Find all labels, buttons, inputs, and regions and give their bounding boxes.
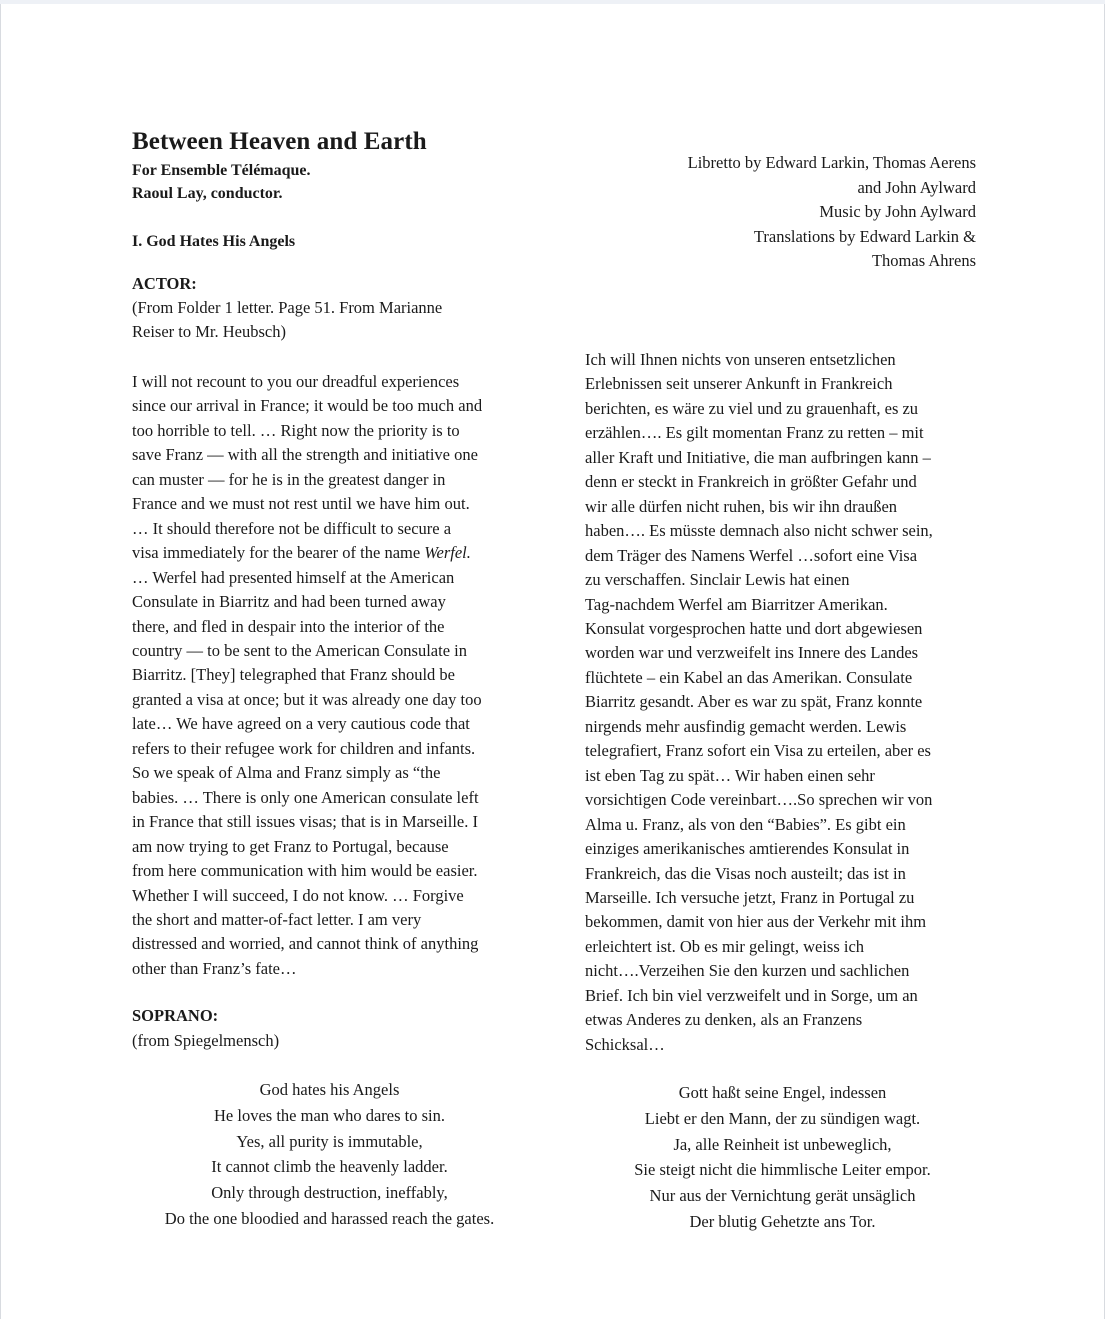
- credit-line: and John Aylward: [857, 177, 976, 197]
- credit-line: Music by John Aylward: [819, 202, 976, 222]
- conductor-line: Raoul Lay, conductor.: [132, 185, 283, 202]
- ensemble-line: For Ensemble Télémaque.: [132, 162, 311, 179]
- werfel-name: Werfel.: [424, 543, 471, 563]
- soprano-label: SOPRANO:: [132, 1006, 219, 1025]
- visa-name-line: visa immediately for the bearer of the name Werfel.: [132, 543, 471, 563]
- actor-source: (From Folder 1 letter. Page 51. From Marianne Reiser to Mr. Heubsch): [132, 298, 443, 342]
- credit-line: Translations by Edward Larkin &: [753, 226, 976, 246]
- credit-line: Libretto by Edward Larkin, Thomas Aerens: [687, 153, 976, 172]
- page-title: Between Heaven and Earth: [132, 128, 427, 155]
- german-letter: Ich will Ihnen nichts von unseren entsetzlichen Erlebnissen seit unserer Ankunft in Frankreich berichten, es wäre zu viel und zu grauenhaft, es zu erzählen…. Es gilt momentan Franz zu retten – mit aller Kraft und Initiative, die man aufbringen kann – denn er steckt in Frankreich in größter Gefahr und wir alle dürfen nicht ruhen, bis wir ihn draußen haben…. Es müsste demnach also nicht schwer sein, dem Träger des Namens Werfel …sofort eine Visa zu verschaffen. Sinclair Lewis hat einen Tag-nachdem Werfel am Biarritzer Amerikan. Konsulat vorgesprochen hatte und dort abgewiesen worden war und verzweifelt ins Innere des Landes flüchtete – ein Kabel an das Amerikan. Consulate Biarritz gesandt. Aber es war zu spät, Franz konnte nirgends mehr ausfindig gemacht werden. Lewis telegrafiert, Franz sofort ein Visa zu erteilen, aber es ist eben Tag zu spät… Wir haben einen sehr vorsichtigen Code vereinbart….So sprechen wir von Alma u. Franz, als von den “Babies”. Es gibt ein einziges amerikanisches amtierendes Konsulat in Frankreich, das die Visas noch austeilt; das ist in Marseille. Ich versuche jetzt, Franz in Portugal zu bekommen, damit von hier aus der Verkehr mit ihm erleichtert ist. Ob es mir gelingt, weiss ich nicht….Verzeihen Sie den kurzen und sachlichen Brief. Ich bin viel verzweifelt und in Sorge, um an etwas Anderes zu denken, als an Franzens Schicksal…: [585, 350, 933, 1054]
- document-page: [0, 4, 1105, 1319]
- german-verse: Gott haßt seine Engel, indessen Liebt er den Mann, der zu sündigen wagt. Ja, alle Reinheit ist unbeweglich, Sie steigt nicht die himmlische Leiter empor. Nur aus der Vernichtung gerät unsäglich Der blutig Gehetzte ans Tor.: [634, 1083, 931, 1231]
- soprano-source: (from Spiegelmensch): [132, 1031, 280, 1050]
- movement-title: I. God Hates His Angels: [132, 233, 296, 250]
- english-verse: God hates his Angels He loves the man who dares to sin. Yes, all purity is immutable, It cannot climb the heavenly ladder. Only through destruction, ineffably, Do the one bloodied and harassed reach the gates.: [164, 1080, 495, 1228]
- english-letter: I will not recount to you our dreadful experiences since our arrival in France; it would be too much and too horrible to tell. … Right now the priority is to save Franz — with all the strength and initiative one can muster — for he is in the greatest danger in France and we must not rest until we have him out. … It should therefore not be difficult to secure a visa immediately for the bearer of the name Werfel. … Werfel had presented himself at the American Consulate in Biarritz and had been turned away there, and fled in despair into the interior of the country — to be sent to the American Consulate in Biarritz. [They] telegraphed that Franz should be granted a visa at once; but it was already one day too late… We have agreed on a very cautious code that refers to their refugee work for children and infants. So we speak of Alma and Franz simply as “the babies. … There is only one American consulate left in France that still issues visas; that is in Marseille. I am now trying to get Franz to Portugal, because from here communication with him would be easier. Whether I will succeed, I do not know. … Forgive the short and matter-of-fact letter. I am very distressed and worried, and cannot think of anything other than Franz’s fate…: [132, 372, 483, 978]
- credits-block: [596, 151, 976, 274]
- credit-line: Thomas Ahrens: [871, 251, 976, 271]
- actor-label: ACTOR:: [132, 274, 197, 293]
